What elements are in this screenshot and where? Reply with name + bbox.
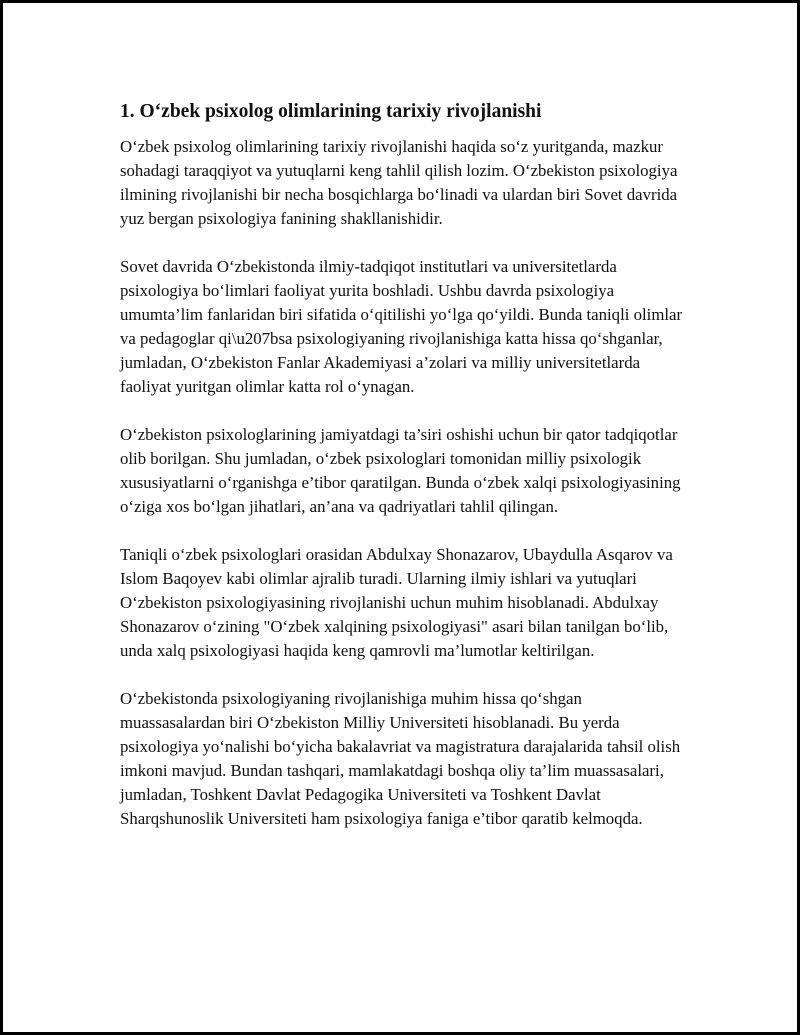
paragraph-2: Sovet davrida O‘zbekistonda ilmiy-tadqiqot institutlari va universitetlarda psixologiya bo‘limlari faoliyat yurita boshladi. Ushbu davrda psixologiya umumta’lim fanlaridan biri sifatida o‘qitilishi yo‘lga qo‘yildi. Bunda taniqli olimlar va pedagoglar qi\u207bsa psixologiyaning rivojlanishiga katta hissa qo‘shganlar, jumladan, O‘zbekiston Fanlar Akademiyasi a’zolari va milliy universitetlarda faoliyat yuritgan olimlar katta rol o‘ynagan. [120, 257, 683, 396]
section-heading: 1. O‘zbek psixolog olimlarining tarixiy rivojlanishi [120, 101, 542, 122]
paragraph-4: Taniqli o‘zbek psixologlari orasidan Abdulxay Shonazarov, Ubaydulla Asqarov va Islom Baqoyev kabi olimlar ajralib turadi. Ularning ilmiy ishlari va yutuqlari O‘zbekiston psixologiyasining rivojlanishi uchun muhim hisoblanadi. Abdulxay Shonazarov o‘zining "O‘zbek xalqining psixologiyasi" asari bilan tanilgan bo‘lib, unda xalq psixologiyasi haqida keng qamrovli ma’lumotlar keltirilgan. [120, 545, 673, 660]
paragraph-1: O‘zbek psixolog olimlarining tarixiy rivojlanishi haqida so‘z yuritganda, mazkur sohadagi taraqqiyot va yutuqlarni keng tahlil qilish lozim. O‘zbekiston psixologiya ilmining rivojlanishi bir necha bosqichlarga bo‘linadi va ulardan biri Sovet davrida yuz bergan psixologiya fanining shakllanishidir. [120, 137, 678, 228]
paragraph-5: O‘zbekistonda psixologiyaning rivojlanishiga muhim hissa qo‘shgan muassasalardan biri O‘zbekiston Milliy Universiteti hisoblanadi. Bu yerda psixologiya yo‘nalishi bo‘yicha bakalavriat va magistratura darajalarida tahsil olish imkoni mavjud. Bundan tashqari, mamlakatdagi boshqa oliy ta’lim muassasalari, jumladan, Toshkent Davlat Pedagogika Universiteti va Toshkent Davlat Sharqshunoslik Universiteti ham psixologiya faniga e’tibor qaratib kelmoqda. [120, 689, 681, 828]
paragraph-3: O‘zbekiston psixologlarining jamiyatdagi ta’siri oshishi uchun bir qator tadqiqotlar olib borilgan. Shu jumladan, o‘zbek psixologlari tomonidan milliy psixologik xususiyatlarni o‘rganishga e’tibor qaratilgan. Bunda o‘zbek xalqi psixologiyasining o‘ziga xos bo‘lgan jihatlari, an’ana va qadriyatlari tahlil qilingan. [120, 425, 681, 516]
document-body [120, 100, 690, 855]
